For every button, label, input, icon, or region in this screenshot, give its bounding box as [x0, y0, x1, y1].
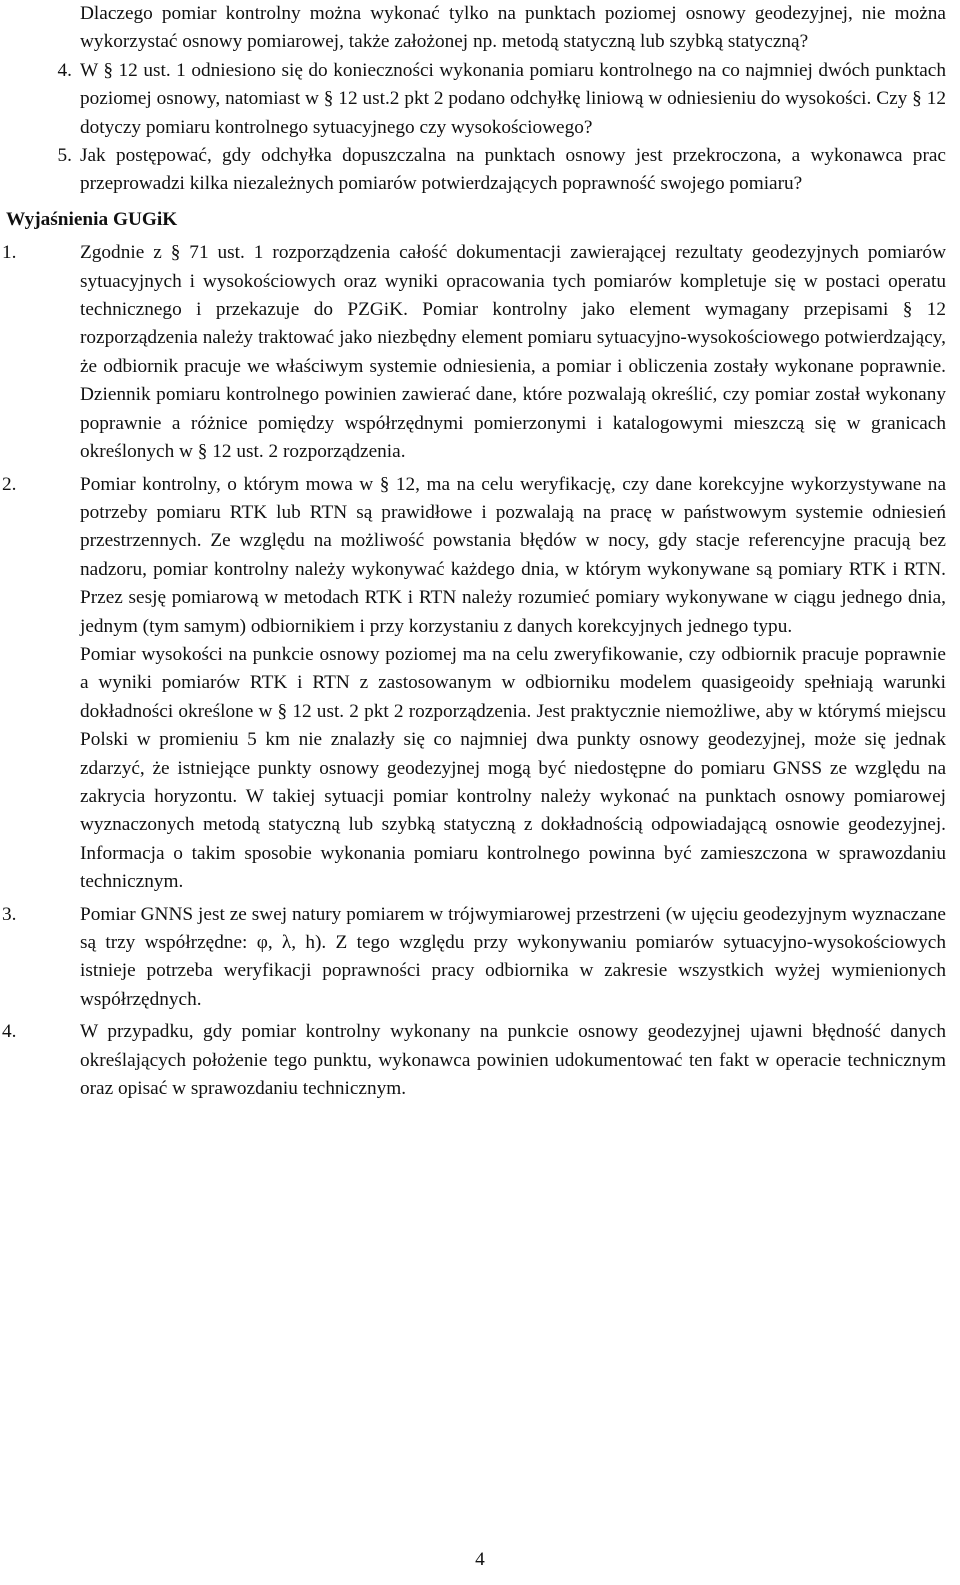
- section-title: Wyjaśnienia GUGiK: [6, 208, 178, 230]
- answer-paragraph: W przypadku, gdy pomiar kontrolny wykonany na punkcie osnowy geodezyjnej ujawni błędność danych określających położenie tego punktu, wykonawca powinien udokumentować ten fakt w operacie technicznym oraz opisać w sprawozdaniu technicznym.: [80, 1021, 946, 1100]
- answer-number: 2.: [2, 473, 17, 495]
- question-3-continuation: Dlaczego pomiar kontrolny można wykonać tylko na punktach poziomej osnowy geodezyjnej, nie można wykorzystać osnowy pomiarowej, także założonej np. metodą statyczną lub szybką statyczną?: [80, 3, 946, 53]
- answer-paragraph: Pomiar kontrolny, o którym mowa w § 12, ma na celu weryfikację, czy dane korekcyjne wykorzystywane na potrzeby pomiaru RTK lub RTN są prawidłowe i pozwalają na pracę w państwowym systemie odniesień przestrzennych. Ze względu na możliwość powstania błędów w nocy, gdy stacje referencyjne pracują bez nadzoru, pomiar kontrolny należy wykonywać każdego dnia, w którym wykonywane są pomiary RTK i RTN. Przez sesję pomiarową w metodach RTK i RTN należy rozumieć pomiary wykonywane w ciągu jednego dnia, jednym (tym samym) odbiornikiem i przy korzystaniu z danych korekcyjnych jednego typu.: [80, 473, 946, 637]
- answer-item: [2, 471, 946, 897]
- answer-number: 1.: [2, 242, 17, 264]
- page-number: 4: [475, 1549, 485, 1570]
- answer-paragraph: Zgodnie z § 71 ust. 1 rozporządzenia całość dokumentacji zawierającej rezultaty geodezyjnych pomiarów sytuacyjnych i wysokościowych oraz wyniki opracowania tych pomiarów kompletuje się w postaci operatu technicznego i przekazuje do PZGiK. Pomiar kontrolny jako element wymagany przepisami § 12 rozporządzenia należy traktować jako niezbędny element pomiaru sytuacyjno-wysokościowego potwierdzający, że odbiornik pracuje we właściwym systemie odniesienia, a pomiar i obliczenia zostały wykonane poprawnie. Dziennik pomiaru kontrolnego powinien zawierać dane, które pozwalają określić, czy pomiar został wykonany poprawnie a różnice pomiędzy współrzędnymi pomierzonymi i katalogowymi mieszczą się w granicach określonych w § 12 ust. 2 rozporządzenia.: [80, 242, 946, 463]
- answer-paragraph: Pomiar GNNS jest ze swej natury pomiarem w trójwymiarowej przestrzeni (w ujęciu geodezyjnym wyznaczane są trzy współrzędne: φ, λ, h). Z tego względu przy wykonywaniu pomiarów sytuacyjno-wysokościowych istnieje potrzeba weryfikacji poprawności pracy odbiornika w zakresie wszystkich wyżej wymienionych współrzędnych.: [80, 903, 946, 1010]
- question-text: W § 12 ust. 1 odniesiono się do konieczności wykonania pomiaru kontrolnego na co najmniej dwóch punktach poziomej osnowy, natomiast w § 12 ust.2 pkt 2 podano odchyłkę liniową w odniesieniu do wysokości. Czy § 12 dotyczy pomiaru kontrolnego sytuacyjnego czy wysokościowego?: [80, 59, 946, 138]
- question-item: [57, 57, 946, 142]
- answer-item: [2, 901, 946, 1015]
- question-number: 5.: [57, 145, 72, 167]
- answer-number: 3.: [2, 903, 17, 925]
- answer-item: [2, 239, 946, 466]
- answer-paragraph: Pomiar wysokości na punkcie osnowy poziomej ma na celu zweryfikowanie, czy odbiornik pracuje poprawnie a wyniki pomiarów RTK i RTN z zastosowanym w odbiorniku modelem quasigeoidy spełniają warunki dokładności określone w § 12 ust. 2 pkt 2 rozporządzenia. Jest praktycznie niemożliwe, aby w którymś miejscu Polski w promieniu 5 km nie znalazły się co najmniej dwa punkty osnowy geodezyjnej, może się jednak zdarzyć, że istniejące punkty osnowy geodezyjnej mogą być niedostępne do pomiaru GNSS ze względu na zakrycia horyzontu. W takiej sytuacji pomiar kontrolny należy wykonać na punktach osnowy pomiarowej wyznaczonych metodą statyczną lub szybką statyczną z dokładnością odpowiadającą osnowie geodezyjnej. Informacja o takim sposobie wykonania pomiaru kontrolnego powinna być zamieszczona w sprawozdaniu technicznym.: [80, 643, 946, 893]
- question-number: 4.: [57, 59, 72, 81]
- question-text: Jak postępować, gdy odchyłka dopuszczalna na punktach osnowy jest przekroczona, a wykonawca prac przeprowadzi kilka niezależnych pomiarów potwierdzających poprawność swojego pomiaru?: [80, 145, 946, 195]
- answer-item: [2, 1018, 946, 1103]
- question-item: [57, 142, 946, 199]
- answer-number: 4.: [2, 1021, 17, 1043]
- page-content: [2, 0, 946, 1103]
